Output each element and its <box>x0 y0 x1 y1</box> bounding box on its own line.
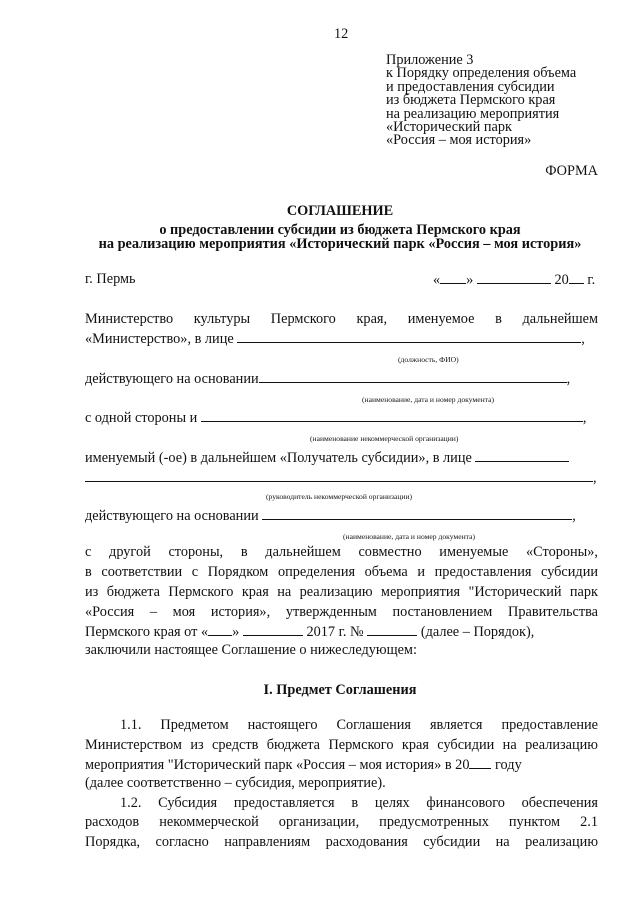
clause-1-1-line: Министерством из средств бюджета Пермского края субсидии на реализацию <box>85 737 598 753</box>
appendix-line: из бюджета Пермского края <box>386 92 556 109</box>
recipient-head-line <box>85 468 597 488</box>
appendix-line: к Порядку определения объема <box>386 65 577 82</box>
appendix-line: «Россия – моя история» <box>386 132 532 149</box>
one-side-line <box>85 408 586 428</box>
named-recipient-line <box>85 448 569 468</box>
order-end: (далее – Порядок), <box>420 624 535 640</box>
appendix-block <box>386 54 576 148</box>
body-line: из бюджета Пермского края на реализацию мероприятия "Исторический парк <box>85 584 598 600</box>
organization-blank <box>201 408 583 422</box>
year-prefix: 20 <box>554 272 569 288</box>
section-heading: I. Предмет Соглашения <box>263 682 417 698</box>
appendix-line: и предоставления субсидии <box>386 78 555 95</box>
comma: , <box>572 508 576 524</box>
hint-head: (руководитель некоммерческой организации) <box>266 492 413 501</box>
order-year-number: 2017 г. № <box>306 624 364 640</box>
appendix-line: на реализацию мероприятия <box>386 105 560 122</box>
order-month-blank <box>243 622 303 636</box>
day-blank <box>440 270 466 284</box>
order-start: Пермского края от « <box>85 624 209 640</box>
comma: , <box>581 331 585 347</box>
clause-1-1-year-word: году <box>495 757 522 773</box>
comma: , <box>582 410 587 426</box>
one-side-text: с одной стороны и <box>85 410 198 426</box>
clause-1-1-line: (далее соответственно – субсидия, мероприятие). <box>85 775 386 791</box>
acting-basis-text: действующего на основании <box>85 371 259 387</box>
recipient-person-blank <box>475 448 569 462</box>
order-day-blank <box>208 622 232 636</box>
basis-blank <box>262 506 572 520</box>
clause-1-1-year-line <box>85 755 522 775</box>
ministry-representative-line <box>85 329 585 349</box>
body-line: «Россия – моя история», утвержденным постановлением Правительства <box>85 604 598 620</box>
document-title: СОГЛАШЕНИЕ <box>286 203 394 219</box>
year-blank <box>569 270 584 284</box>
ministry-in-person: «Министерство», в лице <box>85 331 234 347</box>
quote-open: « <box>433 272 441 288</box>
clause-1-2-line: расходов некоммерческой организации, предусмотренных пунктом 2.1 <box>85 814 598 830</box>
month-blank <box>477 270 551 284</box>
year-blank <box>469 755 491 769</box>
hint-position: (должность, ФИО) <box>398 355 459 364</box>
named-recipient-text: именуемый (-ое) в дальнейшем «Получатель субсидии», в лице <box>85 450 472 466</box>
acting-basis-text: действующего на основании <box>85 508 259 524</box>
concluded-line: заключили настоящее Соглашение о нижеследующем: <box>85 642 417 658</box>
appendix-line: Приложение 3 <box>386 52 474 68</box>
hint-document: (наименование, дата и номер документа) <box>362 395 494 404</box>
hint-document: (наименование, дата и номер документа) <box>343 532 475 541</box>
city: г. Пермь <box>85 271 136 287</box>
comma: , <box>566 371 571 387</box>
acting-basis-line-2 <box>85 506 576 526</box>
clause-1-1-text: мероприятия "Исторический парк «Россия – моя история» в 20 <box>85 757 470 773</box>
date-field <box>433 270 595 290</box>
ministry-line: Министерство культуры Пермского края, именуемое в дальнейшем <box>85 311 598 327</box>
basis-blank <box>259 369 567 383</box>
clause-1-2-line: Порядка, согласно направлениям расходования субсидии на реализацию <box>85 834 598 850</box>
page-number: 12 <box>334 26 349 42</box>
representative-blank <box>237 329 581 343</box>
clause-1-1-line: 1.1. Предметом настоящего Соглашения является предоставление <box>120 717 598 733</box>
hint-organization: (наименование некоммерческой организации) <box>310 434 459 443</box>
comma: , <box>593 470 597 486</box>
order-quote: » <box>232 624 240 640</box>
form-label: ФОРМА <box>545 163 598 179</box>
order-line <box>85 622 534 642</box>
year-suffix: г. <box>587 272 596 288</box>
body-line: в соответствии с Порядком определения объема и предоставления субсидии <box>85 564 598 580</box>
document-subtitle: о предоставлении субсидии из бюджета Пермского края <box>159 222 521 238</box>
body-line: с другой стороны, в дальнейшем совместно именуемые «Стороны», <box>85 544 598 560</box>
quote-close: » <box>466 272 474 288</box>
appendix-line: «Исторический парк <box>386 119 512 136</box>
document-subtitle: на реализацию мероприятия «Исторический парк «Россия – моя история» <box>98 236 582 252</box>
head-blank <box>85 468 593 482</box>
acting-basis-line <box>85 369 570 389</box>
clause-1-2-line: 1.2. Субсидия предоставляется в целях финансового обеспечения <box>120 795 598 811</box>
order-number-blank <box>367 622 417 636</box>
